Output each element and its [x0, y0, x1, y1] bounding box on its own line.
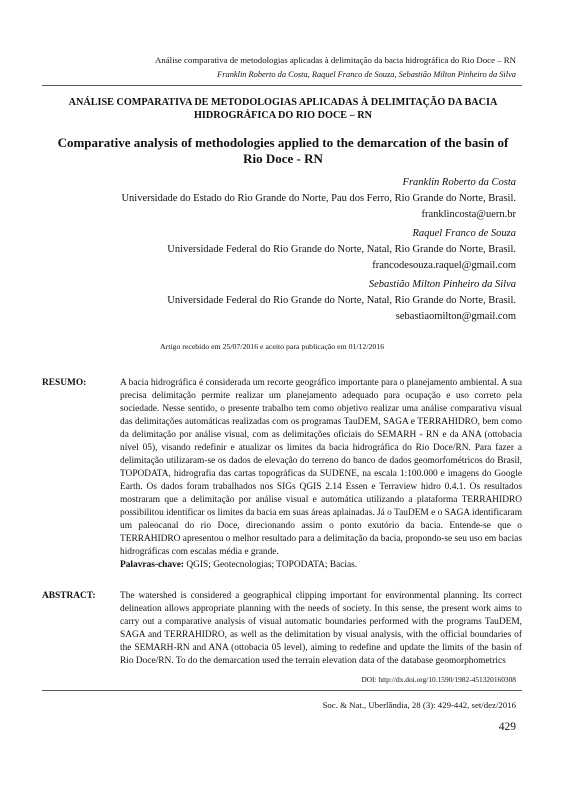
author-name: Sebastião Milton Pinheiro da Silva	[368, 279, 516, 290]
title-portuguese: ANÁLISE COMPARATIVA DE METODOLOGIAS APLICADAS À DELIMITAÇÃO DA BACIA HIDROGRÁFICA DO RIO DOCE – RN	[68, 97, 498, 121]
running-header-title: Análise comparativa de metodologias aplicadas à delimitação da bacia hidrográfica do Rio Doce – RN	[154, 55, 516, 65]
keywords-text: QGIS; Geotecnologias; TOPODATA; Bacias.	[186, 560, 358, 570]
abstract-label: ABSTRACT:	[42, 591, 96, 601]
author-email: franklincosta@uern.br	[421, 209, 516, 220]
author-email: francodesouza.raquel@gmail.com	[372, 260, 516, 271]
author-affiliation: Universidade do Estado do Rio Grande do Norte, Pau dos Ferro, Rio Grande do Norte, Brasil.	[121, 193, 516, 204]
author-block-3	[76, 277, 516, 325]
author-affiliation: Universidade Federal do Rio Grande do Norte, Natal, Rio Grande do Norte, Brasil.	[167, 244, 516, 255]
resumo-label: RESUMO:	[42, 378, 87, 388]
author-name: Raquel Franco de Souza	[412, 228, 516, 239]
footer-rule	[42, 690, 522, 691]
author-block-2	[76, 226, 516, 274]
received-date-note: Artigo recebido em 25/07/2016 e aceito para publicação em 01/12/2016	[160, 342, 385, 351]
author-name: Franklin Roberto da Costa	[402, 177, 516, 188]
author-affiliation: Universidade Federal do Rio Grande do Norte, Natal, Rio Grande do Norte, Brasil.	[167, 295, 516, 306]
author-email: sebastiaomilton@gmail.com	[395, 311, 516, 322]
header-rule	[42, 85, 522, 86]
keywords-label: Palavras-chave:	[120, 560, 185, 570]
title-english: Comparative analysis of methodologies applied to the demarcation of the basin of Rio Doce - RN	[57, 135, 509, 166]
author-block-1	[76, 175, 516, 223]
resumo-text: A bacia hidrográfica é considerada um recorte geográfico importante para o planejamento ambiental. A sua precisa delimitação permite realizar um planejamento adequado para ocupação e uso correto pela sociedade. Nesse sentido, o presente trabalho tem como objetivo realizar uma análise comparativa visual das delimitações automáticas realizadas com os programas TauDEM, SAGA e TERRAHIDRO, bem como da delimitação por análise visual, com as delimitações oficiais do SEMARH - RN e da ANA (ottobacia nível 05), visando redefinir e atualizar os limites da bacia hidrográfica do Rio Doce/RN. Para fazer a delimitação utilizaram-se os dados de elevação do terreno do banco de dados geomorfométricos do Brasil, TOPODATA, hidrografia das cartas topográficas da SUDENE, na escala 1:100.000 e imagens do Google Earth. Os dados foram trabalhados nos SIGs QGIS 2.14 Essen e Terraview hidro 0.4.1. Os resultados mostraram que a delimitação por análise visual e automática utilizando a plataforma TERRAHIDRO possibilitou identificar os limites da bacia em suas áreas aplainadas. Já o TauDEM e o SAGA identificaram um paleocanal do rio Doce, direcionando assim o ponto exutório da bacia. Entende-se que o TERRAHIDRO apresentou o melhor resultado para a delimitação da bacia, propondo-se seu uso em bacias hidrográficas com escalas média e grande.	[120, 378, 522, 557]
page-number: 429	[498, 721, 516, 733]
doi-link[interactable]: DOI: http://dx.doi.org/10.1590/1982-451320160308	[361, 675, 516, 684]
resumo-body	[120, 377, 522, 572]
abstract-body: The watershed is considered a geographical clipping important for environmental planning. Its correct delineation allows appropriate planning with the needs of society. In this sense, the present work aims to carry out a comparative analysis of visual automatic boundaries performed with the programs TauDEM, SAGA and TERRAHIDRO, as well as the delimitation by visual analysis, with the official boundaries of the SEMARH-RN and ANA (ottobacia 05 level), aiming to redefine and update the limits of the basin of Rio Doce/RN. To do the demarcation used the terrain elevation data of the database geomorphometrics	[120, 591, 522, 666]
journal-citation: Soc. & Nat., Uberlândia, 28 (3): 429-442, set/dez/2016	[322, 700, 516, 710]
running-header-authors: Franklin Roberto da Costa, Raquel Franco de Souza, Sebastião Milton Pinheiro da Silva	[217, 70, 516, 79]
keywords-line	[120, 559, 522, 572]
